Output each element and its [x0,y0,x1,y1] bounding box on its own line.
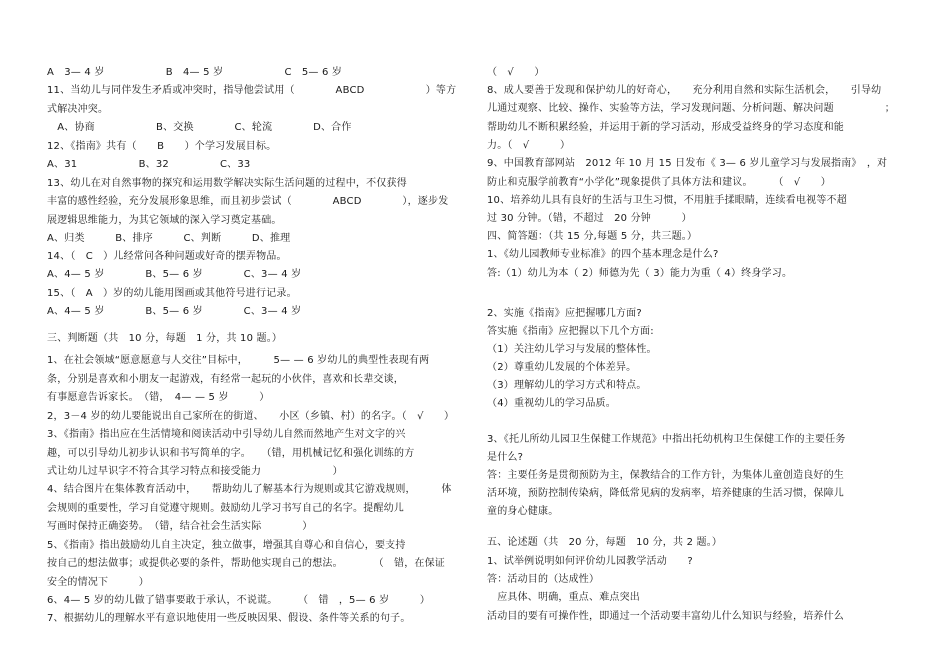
text-line: 是什么? [487,452,524,463]
text-line: 防止和克服学前教育“小学化”现象提供了具体方法和建议。 （ √ ） [487,177,831,188]
text-line: 过 30 分钟。（错，不超过 20 分钟 ） [487,213,692,224]
text-line: 1、在社会领域“愿意愿意与人交往”目标中， 5— — 6 岁幼儿的典型性表现有两 [47,355,430,366]
text-line: 条，分别是喜欢和小朋友一起游戏，有经常一起玩的小伙伴，喜欢和长辈交谈， [47,374,404,385]
text-line: A、4— 5 岁 B、5— 6 岁 C、3— 4 岁 [47,306,302,317]
text-line: （ √ ） [487,67,545,78]
text-line: 活动目的要有可操作性，即通过一个活动要丰富幼儿什么知识与经验，培养什么 [487,611,844,622]
text-line: A、协商 B、交换 C、轮流 D、合作 [47,122,352,133]
text-line: 应具体、明确，重点、难点突出 [487,592,640,603]
text-line: 3、《指南》指出应在生活情境和阅读活动中引导幼儿自然而然地产生对文字的兴 [47,429,406,440]
text-line: 趣，可以引导幼儿初步认识和书写简单的字。 （错，用机械记忆和强化训练的方 [47,448,415,459]
text-line: 1、《幼儿园教师专业标准》的四个基本理念是什么? [487,249,719,260]
text-line: 9、中国教育部网站 2012 年 10 月 15 日发布《 3— 6 岁儿童学习与发展指南》 ，对 [487,158,888,169]
text-line: 答:（1）幼儿为本（ 2）师德为先（ 3）能力为重（ 4）终身学习。 [487,268,793,279]
text-line: 2，3－4 岁的幼儿要能说出自己家所在的街道、 小区（乡镇、村）的名字。（ √ ） [47,411,455,422]
text-line: 会规则的重要性，学习自觉遵守规则。鼓励幼儿学习书写自己的名字。提醒幼儿 [47,503,404,514]
text-line: 四、简答题：（共 15 分,每题 5 分，共三题。） [487,231,698,242]
text-line: 答：活动目的（达成性） [487,574,600,585]
text-line: 儿通过观察、比较、操作、实验等方法，学习发现问题、分析问题、解决问题 ； [487,103,895,114]
text-line: A 3— 4 岁 B 4— 5 岁 C 5— 6 岁 [47,67,343,78]
text-line: 2、实施《指南》应把握哪几方面? [487,308,642,319]
text-line: 写画时保持正确姿势。 （错，结合社会生活实际 ） [47,521,313,532]
text-line: 14、（ C ）儿经常问各种问题或好奇的摆弄物品。 [47,251,287,262]
text-line: 答：主要任务是贯彻预防为主，保教结合的工作方针，为集体儿童创造良好的生 [487,470,844,481]
text-line: 丰富的感性经验，充分发展形象思维，而且初步尝试（ ABCD ），逐步发 [47,196,449,207]
text-line: 五、论述题（共 20 分，每题 10 分，共 2 题。） [487,537,723,548]
text-line: 童的身心健康。 [487,506,559,517]
text-line: A、归类 B、排序 C、判断 D、推理 [47,233,291,244]
text-line: （2）尊重幼儿发展的个体差异。 [487,362,637,373]
text-line: 10、培养幼儿具有良好的生活与卫生习惯，不用脏手揉眼睛，连续看电视等不超 [487,195,847,206]
text-line: （4）重视幼儿的学习品质。 [487,398,616,409]
text-line: A、4— 5 岁 B、5— 6 岁 C、3— 4 岁 [47,269,302,280]
text-line: 展逻辑思维能力，为其它领域的深入学习奠定基础。 [47,215,282,226]
text-line: 安全的情况下 ） [47,577,149,588]
text-line: 答实施《指南》应把握以下几个方面: [487,326,654,337]
text-line: 1、试举例说明如何评价幼儿园教学活动 ? [487,556,693,567]
text-line: 帮助幼儿不断积累经验，并运用于新的学习活动，形成受益终身的学习态度和能 [487,122,844,133]
text-line: 按自己的想法做事；或提供必要的条件，帮助他实现自己的想法。 （ 错，在保证 [47,558,445,569]
text-line: 式让幼儿过早识字不符合其学习特点和接受能力 ） [47,466,343,477]
text-line: A、31 B、32 C、33 [47,159,251,170]
text-line: 8、成人要善于发现和保护幼儿的好奇心， 充分利用自然和实际生活机会， 引导幼 [487,85,882,96]
text-line: 15、（ A ）岁的幼儿能用图画或其他符号进行记录。 [47,288,297,299]
text-line: 6、4— 5 岁的幼儿做了错事要敢于承认，不说谎。 （ 错 ，5— 6 岁 ） [47,595,431,606]
text-line: 三、判断题（共 10 分，每题 1 分，共 10 题。） [47,333,283,344]
text-line: 3、《托儿所幼儿园卫生保健工作规范》中指出托幼机构卫生保健工作的主要任务 [487,434,846,445]
text-line: 活环境，预防控制传染病，降低常见病的发病率，培养健康的生活习惯，保障儿 [487,488,844,499]
text-line: 力。（ √ ） [487,140,571,151]
text-line: 11、当幼儿与同伴发生矛盾或冲突时，指导他尝试用（ ABCD ）等方 [47,85,457,96]
text-line: 4、结合图片在集体教育活动中， 帮助幼儿了解基本行为规则或其它游戏规则， 体 [47,484,452,495]
text-line: 13、幼儿在对自然事物的探究和运用数学解决实际生活问题的过程中，不仅获得 [47,178,407,189]
text-line: （1）关注幼儿学习与发展的整体性。 [487,344,657,355]
text-line: 12、《指南》共有（ B ）个学习发展目标。 [47,141,277,152]
text-line: 7、根据幼儿的理解水平有意识地使用一些反映因果、假设、条件等关系的句子。 [47,613,411,624]
text-line: 5、《指南》指出鼓励幼儿自主决定，独立做事，增强其自尊心和自信心，要支持 [47,540,406,551]
text-line: 有事愿意告诉家长。 （错， 4— — 5 岁 ） [47,392,270,403]
text-line: 式解决冲突。 [47,104,109,115]
text-line: （3）理解幼儿的学习方式和特点。 [487,380,647,391]
